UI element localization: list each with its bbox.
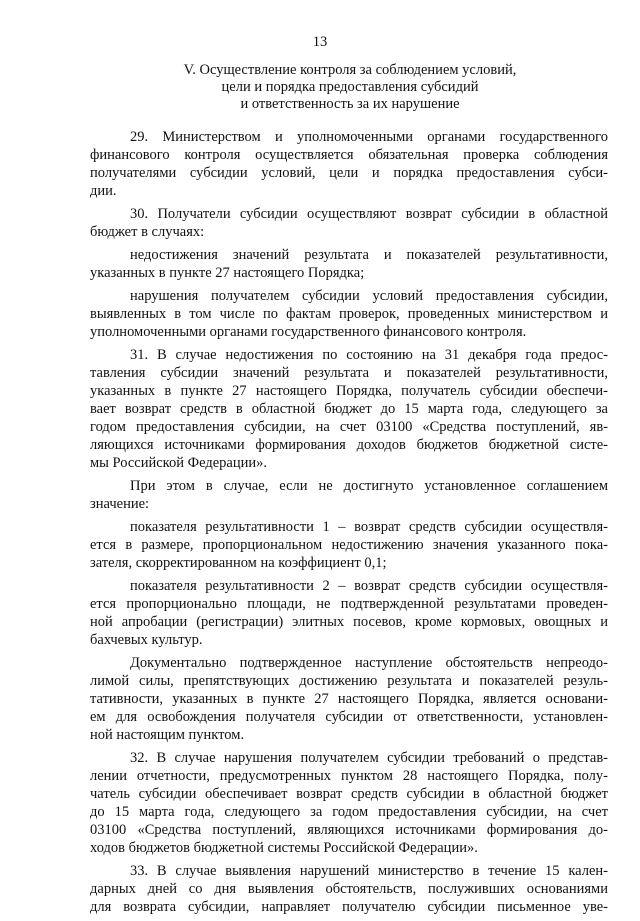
paragraph-line: ется в размере, пропорциональном недостижению значения указанного пока- xyxy=(90,537,608,553)
paragraph-line: указанных в пункте 27 настоящего Порядка, получатель субсидии обеспечи- xyxy=(90,383,608,399)
paragraph-line: годом предоставления субсидии, на счет 03100 «Средства поступлений, яв- xyxy=(90,419,608,435)
paragraph-line: 31. В случае недостижения по состоянию на 31 декабря года предос- xyxy=(130,347,608,363)
paragraph-line: 30. Получатели субсидии осуществляют возврат субсидии в областной xyxy=(130,206,608,222)
paragraph-line: получателями субсидии условий, цели и порядка предоставления субси- xyxy=(90,165,608,181)
paragraph-p30 xyxy=(90,205,608,241)
paragraph-line: тавления субсидии значений результата и показателей результативности, xyxy=(90,365,608,381)
paragraph-line: дарных дней со дня выявления обстоятельств, послуживших основаниями xyxy=(90,881,608,897)
paragraph-p31b xyxy=(90,518,608,572)
paragraph-line: указанных в пункте 27 настоящего Порядка; xyxy=(90,265,365,281)
paragraph-line: недостижения значений результата и показателей результативности, xyxy=(130,247,608,263)
paragraph-line: 32. В случае нарушения получателем субсидии требований о представ- xyxy=(130,750,608,766)
paragraph-line: вает возврат средств в областной бюджет до 15 марта года, следующего за xyxy=(90,401,608,417)
paragraph-p33 xyxy=(90,862,608,916)
paragraph-line: ходов бюджетов бюджетной системы Российской Федерации». xyxy=(90,840,478,856)
paragraph-line: 33. В случае выявления нарушений министерство в течение 15 кален- xyxy=(130,863,608,879)
section-heading-line: и ответственность за их нарушение xyxy=(240,96,460,112)
paragraph-line: финансового контроля осуществляется обязательная проверка соблюдения xyxy=(90,147,608,163)
paragraph-line: ем для освобождения получателя субсидии от ответственности, установлен- xyxy=(90,709,608,725)
paragraph-line: до 15 марта года, следующего за годом предоставления субсидии, на счет xyxy=(90,804,608,820)
paragraph-line: лимой силы, препятствующих достижению результата и показателей резуль- xyxy=(90,673,608,689)
paragraph-p29 xyxy=(90,128,608,200)
paragraph-line: ется пропорционально площади, не подтвержденной результатами проведен- xyxy=(90,596,608,612)
document-body xyxy=(90,128,608,921)
paragraph-p31a xyxy=(90,477,608,513)
section-heading-line: V. Осуществление контроля за соблюдением условий, xyxy=(183,62,517,78)
paragraph-p32 xyxy=(90,749,608,857)
paragraph-line: уполномоченными органами государственного финансового контроля. xyxy=(90,324,527,340)
paragraph-line: ной апробации (регистрации) элитных посевов, кроме кормовых, овощных и xyxy=(90,614,608,630)
paragraph-line: 29. Министерством и уполномоченными органами государственного xyxy=(130,129,608,145)
paragraph-line: При этом в случае, если не достигнуто установленное соглашением xyxy=(130,478,608,494)
paragraph-line: чатель субсидии обеспечивает возврат средств субсидии в областной бюджет xyxy=(90,786,608,802)
paragraph-line: 03100 «Средства поступлений, являющихся источниками формирования до- xyxy=(90,822,608,838)
paragraph-line: выявленных в том числе по фактам проверок, проведенных министерством и xyxy=(90,306,608,322)
paragraph-line: значение: xyxy=(90,496,150,512)
paragraph-line: показателя результативности 1 – возврат средств субсидии осуществля- xyxy=(130,519,608,535)
paragraph-line: тативности, указанных в пункте 27 настоящего Порядка, является основани- xyxy=(90,691,608,707)
page-number: 13 xyxy=(312,34,328,50)
paragraph-line: ной настоящим пунктом. xyxy=(90,727,245,743)
paragraph-line: показателя результативности 2 – возврат средств субсидии осуществля- xyxy=(130,578,608,594)
paragraph-line: бюджет в случаях: xyxy=(90,224,205,240)
paragraph-line: лении отчетности, предусмотренных пунктом 28 настоящего Порядка, полу- xyxy=(90,768,608,784)
paragraph-line: мы Российской Федерации». xyxy=(90,455,267,471)
paragraph-line: ляющихся источниками формирования доходов бюджетов бюджетной систе- xyxy=(90,437,608,453)
section-heading-line: цели и порядка предоставления субсидий xyxy=(221,79,479,95)
paragraph-p30a xyxy=(90,246,608,282)
paragraph-line: Документально подтвержденное наступление обстоятельств непреодо- xyxy=(130,655,608,671)
paragraph-line: бахчевых культур. xyxy=(90,632,203,648)
paragraph-line: дии. xyxy=(90,183,117,199)
paragraph-line: для возврата субсидии, направляет получателю субсидии письменное уве- xyxy=(90,899,608,915)
paragraph-line: нарушения получателем субсидии условий предоставления субсидии, xyxy=(130,288,608,304)
paragraph-p30b xyxy=(90,287,608,341)
paragraph-line: зателя, скорректированном на коэффициент 0,1; xyxy=(90,555,387,571)
paragraph-p31d xyxy=(90,654,608,744)
paragraph-p31 xyxy=(90,346,608,472)
paragraph-p31c xyxy=(90,577,608,649)
section-heading xyxy=(90,62,610,113)
